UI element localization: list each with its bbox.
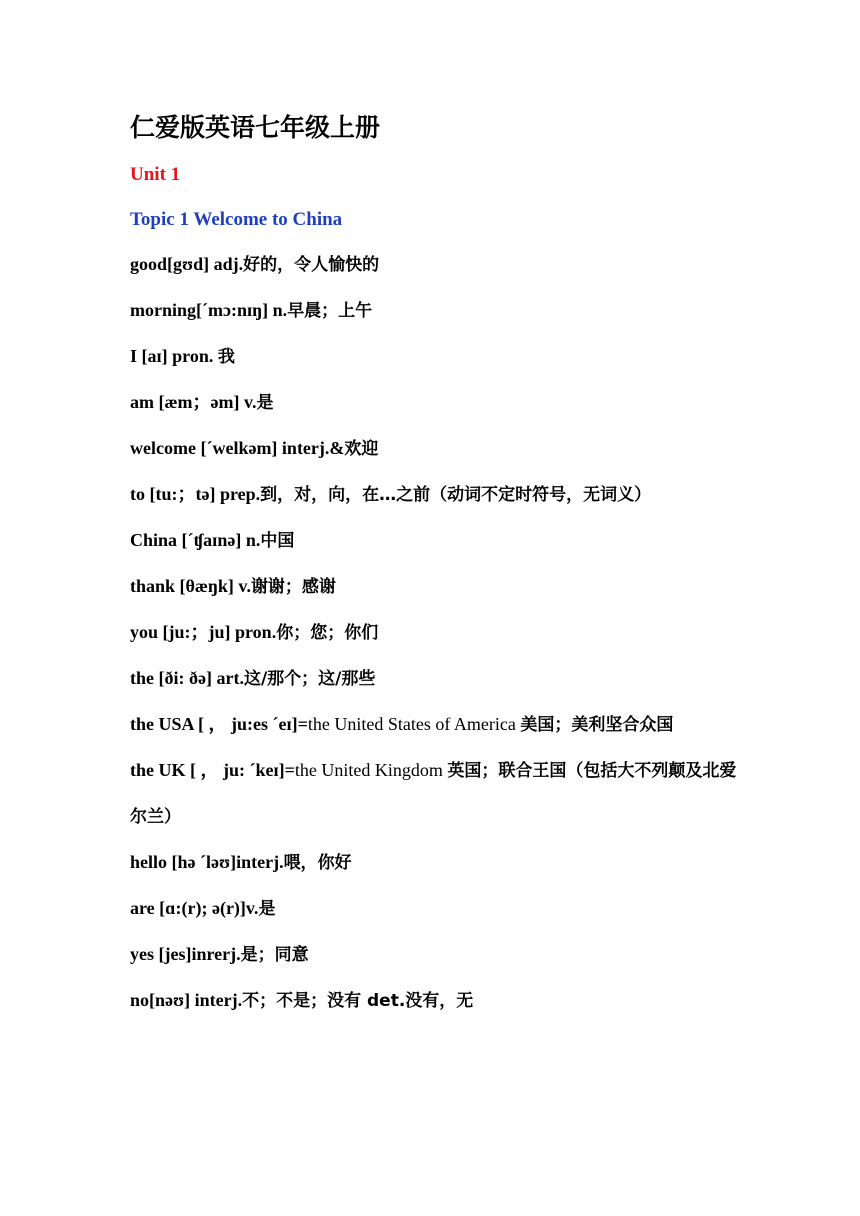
entry-expansion: the United States of America [307,714,521,734]
entry-definition: 好的，令人愉快的 [243,255,380,275]
vocabulary-entry [130,978,740,1024]
vocabulary-entry [130,886,740,932]
vocabulary-entry [130,564,740,610]
entry-headword: good[gʊd] adj. [130,254,244,274]
entry-definition: 到，对，向，在…之前（动词不定时符号，无词义） [260,485,652,505]
entry-definition: 是 [258,899,276,919]
entry-headword: am [æm；əm] v. [130,392,257,412]
vocabulary-entry [130,426,740,472]
entry-definition: 欢迎 [344,439,379,459]
entry-definition: 不；不是；没有 det.没有，无 [242,991,474,1011]
entry-headword: welcome [´welkəm] interj.& [130,438,345,458]
vocabulary-entry [130,656,740,702]
vocabulary-entry [130,748,740,840]
document-title: 仁爱版英语七年级上册 [130,113,381,142]
entry-definition: 我 [217,347,235,367]
vocabulary-entry [130,610,740,656]
vocabulary-list [130,242,740,1024]
entry-headword: the UK [ ， ju: ´keɪ]= [130,760,295,780]
entry-headword: I [aɪ] pron. [130,346,218,366]
entry-expansion: the United Kingdom [294,760,448,780]
entry-headword: China [´ʧaɪnə] n. [130,530,261,550]
entry-headword: yes [jes]inrerj. [130,944,241,964]
entry-definition: 这/那个；这/那些 [243,669,376,689]
vocabulary-entry [130,518,740,564]
entry-headword: thank [θæŋk] v. [130,576,251,596]
entry-headword: morning[´mɔ:nɪŋ] n. [130,300,288,320]
vocabulary-entry [130,242,740,288]
document-page [130,108,740,1024]
entry-definition: 喂，你好 [283,853,352,873]
entry-headword: no[nəʊ] interj. [130,990,243,1010]
entry-definition: 美国；美利坚合众国 [520,715,674,735]
vocabulary-entry [130,380,740,426]
entry-headword: hello [hə ´ləʊ]interj. [130,852,284,872]
entry-headword: you [ju:；ju] pron. [130,622,277,642]
entry-headword: are [ɑ:(r); ə(r)]v. [130,898,259,918]
entry-headword: the [ði: ðə] art. [130,668,244,688]
unit-heading: Unit 1 [130,164,181,185]
entry-headword: the USA [ ， ju:es ´eɪ]= [130,714,308,734]
vocabulary-entry [130,472,740,518]
topic-heading: Topic 1 Welcome to China [130,209,343,230]
entry-definition: 中国 [260,531,295,551]
vocabulary-entry [130,702,740,748]
entry-headword: to [tu:；tə] prep. [130,484,261,504]
entry-definition: 是；同意 [240,945,309,965]
vocabulary-entry [130,288,740,334]
vocabulary-entry [130,932,740,978]
entry-definition: 谢谢；感谢 [250,577,336,597]
entry-definition: 是 [256,393,274,413]
vocabulary-entry [130,840,740,886]
entry-definition: 英国；联合王国（包括大不列颠及北爱尔兰） [130,761,737,827]
entry-definition: 早晨；上午 [287,301,373,321]
vocabulary-entry [130,334,740,380]
entry-definition: 你；您；你们 [276,623,379,643]
